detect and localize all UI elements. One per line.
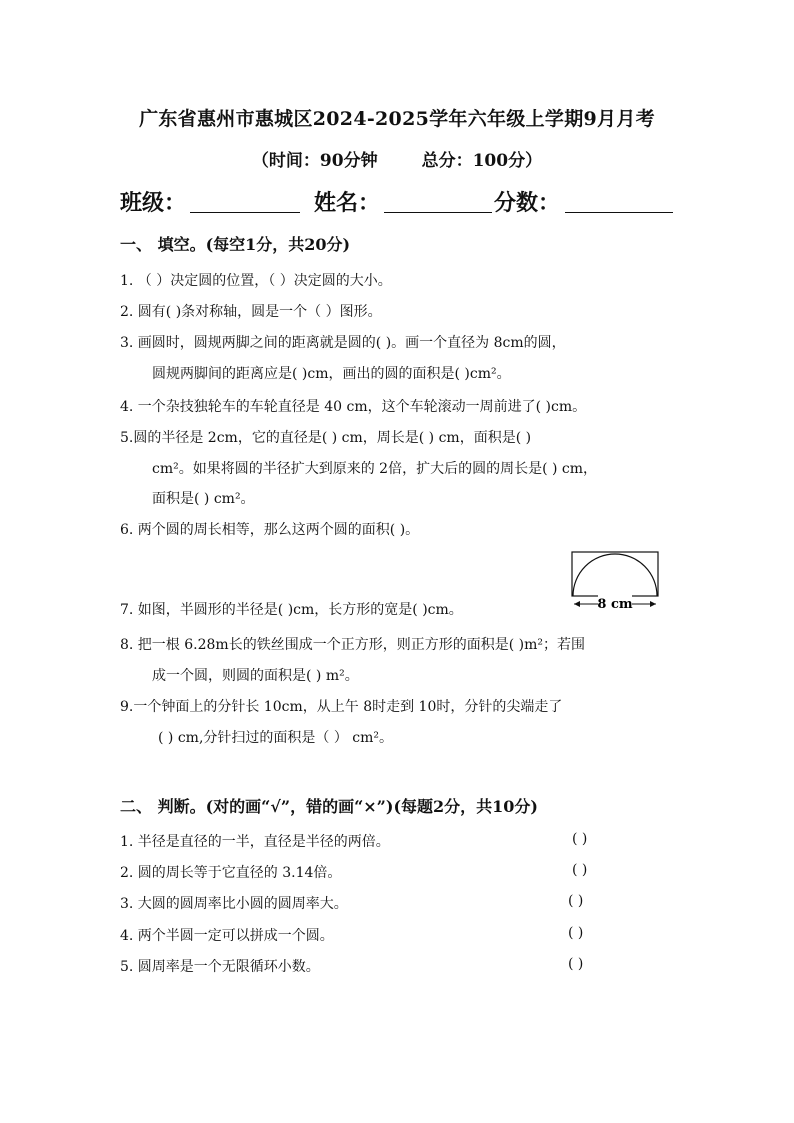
question-5-cont2: 面积是( ) cm²。	[152, 491, 255, 507]
score-label: 分数：	[494, 190, 561, 216]
exam-subtitle	[0, 146, 794, 171]
question-8: 8. 把一根 6.28m长的铁丝围成一个正方形，则正方形的面积是( )m²；若围	[120, 637, 585, 653]
time-limit: （时间：90分钟	[251, 151, 378, 171]
question-5: 5.圆的半径是 2cm，它的直径是( ) cm，周长是( ) cm，面积是( )	[120, 430, 532, 446]
figure-arrow-left	[574, 601, 580, 607]
judge-item-2: 2. 圆的周长等于它直径的 3.14倍。	[120, 865, 342, 881]
question-5-cont: cm²。如果将圆的半径扩大到原来的 2倍，扩大后的圆的周长是( ) cm，	[152, 461, 598, 477]
total-score: 总分：100分）	[421, 151, 543, 171]
class-blank[interactable]	[190, 212, 300, 213]
question-3: 3. 画圆时，圆规两脚之间的距离就是圆的( )。画一个直径为 8cm的圆，	[120, 335, 566, 351]
name-label: 姓名：	[314, 190, 381, 216]
figure-dimension-label: 8 cm	[597, 597, 633, 612]
judge-answer-1[interactable]: ( )	[572, 831, 588, 847]
exam-title: 广东省惠州市惠城区2024-2025学年六年级上学期9月月考	[139, 108, 655, 130]
figure-semicircle	[573, 554, 657, 596]
score-blank[interactable]	[565, 212, 673, 213]
judge-answer-3[interactable]: ( )	[568, 893, 584, 909]
question-3-cont: 圆规两脚间的距离应是( )cm，画出的圆的面积是( )cm²。	[152, 366, 511, 382]
section2-title: 二、 判断。(对的画“√”，错的画“×”)(每题2分，共10分)	[120, 797, 538, 816]
question-6: 6. 两个圆的周长相等，那么这两个圆的面积( )。	[120, 522, 420, 538]
judge-item-1: 1. 半径是直径的一半，直径是半径的两倍。	[120, 834, 390, 850]
judge-item-4: 4. 两个半圆一定可以拼成一个圆。	[120, 928, 334, 944]
section1-title: 一、 填空。(每空1分，共20分)	[120, 235, 351, 254]
question-9: 9.一个钟面上的分针长 10cm，从上午 8时走到 10时，分针的尖端走了	[120, 699, 563, 715]
question-7: 7. 如图，半圆形的半径是( )cm，长方形的宽是( )cm。	[120, 602, 463, 618]
judge-answer-4[interactable]: ( )	[568, 925, 584, 941]
question-4: 4. 一个杂技独轮车的车轮直径是 40 cm，这个车轮滚动一周前进了( )cm。	[120, 399, 587, 415]
figure-rectangle	[572, 552, 658, 596]
name-blank[interactable]	[384, 212, 492, 213]
judge-answer-2[interactable]: ( )	[572, 862, 588, 878]
judge-answer-5[interactable]: ( )	[568, 956, 584, 972]
question-8-cont: 成一个圆，则圆的面积是( ) m²。	[152, 668, 359, 684]
question-1: 1. （ ）决定圆的位置，（ ）决定圆的大小。	[120, 273, 392, 289]
semicircle-rectangle-figure	[570, 550, 660, 612]
question-9-cont: ( ) cm,分针扫过的面积是（ ） cm²。	[158, 730, 394, 746]
judge-item-5: 5. 圆周率是一个无限循环小数。	[120, 959, 320, 975]
figure-arrow-right	[650, 601, 656, 607]
question-2: 2. 圆有( )条对称轴，圆是一个（ ）图形。	[120, 304, 382, 320]
class-label: 班级：	[120, 190, 187, 216]
student-info-line	[120, 186, 674, 218]
judge-item-3: 3. 大圆的圆周率比小圆的圆周率大。	[120, 896, 348, 912]
